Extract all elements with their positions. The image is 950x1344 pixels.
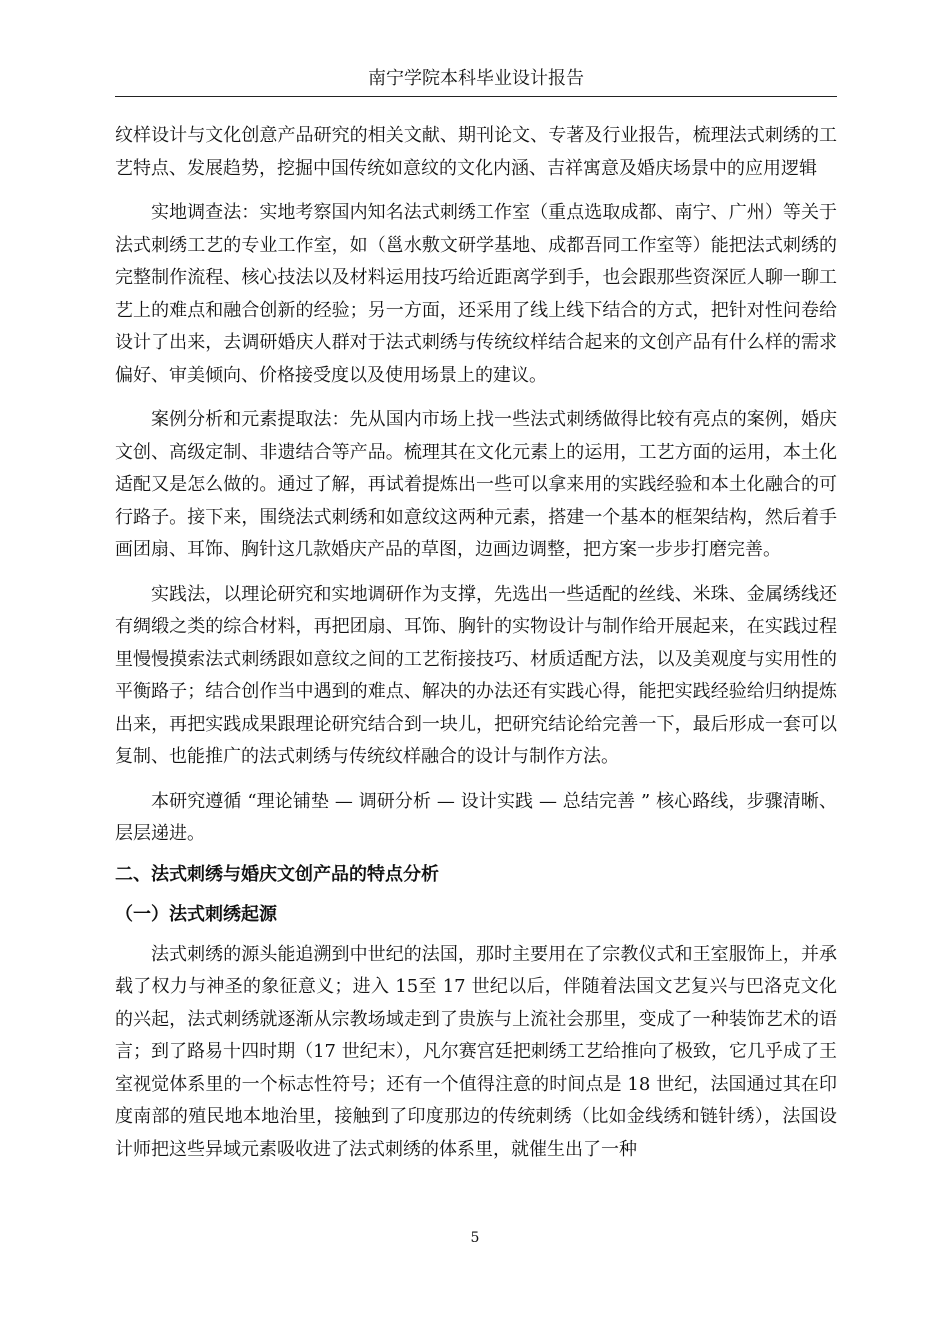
section-heading: 二、法式刺绣与婚庆文创产品的特点分析 — [115, 863, 439, 885]
page-number: 5 — [470, 1230, 480, 1246]
paragraph-origin: 法式刺绣的源头能追溯到中世纪的法国，那时主要用在了宗教仪式和王室服饰上，并承载了权力与神圣的象征意义；进入 15至 17 世纪以后，伴随着法国文艺复兴与巴洛克文化的兴起，法式刺绣就逐渐从宗教场域走到了贵族与上流社会那里，变成了一种装饰艺术的语言；到了路易十四时期（17 世纪末），凡尔赛宫廷把刺绣工艺给推向了极致，它几乎成了王室视觉体系里的一个标志性符号；还有一个值得注意的时间点是 18 世纪，法国通过其在印度南部的殖民地本地治里，接触到了印度那边的传统刺绣（比如金线绣和链针绣），法国设计师把这些异域元素吸收进了法式刺绣的体系里，就催生出了一种 — [115, 943, 837, 1160]
paragraph-field-survey: 实地调查法：实地考察国内知名法式刺绣工作室（重点选取成都、南宁、广州）等关于法式刺绣工艺的专业工作室，如（邕水敷文研学基地、成都吾同工作室等）能把法式刺绣的完整制作流程、核心技法以及材料运用技巧给近距离学到手，也会跟那些资深匠人聊一聊工艺上的难点和融合创新的经验；另一方面，还采用了线上线下结合的方式，把针对性问卷给设计了出来，去调研婚庆人群对于法式刺绣与传统纹样结合起来的文创产品有什么样的需求偏好、审美倾向、价格接受度以及使用场景上的建议。 — [115, 202, 837, 386]
paragraph-practice-method: 实践法，以理论研究和实地调研作为支撑，先选出一些适配的丝线、米珠、金属绣线还有绸缎之类的综合材料，再把团扇、耳饰、胸针的实物设计与制作给开展起来，在实践过程里慢慢摸索法式刺绣跟如意纹之间的工艺衔接技巧、材质适配方法，以及美观度与实用性的平衡路子；结合创作当中遇到的难点、解决的办法还有实践心得，能把实践经验给归纳提炼出来，再把实践成果跟理论研究结合到一块儿，把研究结论给完善一下，最后形成一套可以复制、也能推广的法式刺绣与传统纹样融合的设计与制作方法。 — [115, 583, 837, 767]
paragraph-literature-review: 纹样设计与文化创意产品研究的相关文献、期刊论文、专著及行业报告，梳理法式刺绣的工艺特点、发展趋势，挖掘中国传统如意纹的文化内涵、吉祥寓意及婚庆场景中的应用逻辑 — [115, 125, 837, 179]
document-body — [115, 120, 837, 1166]
paragraph-research-route: 本研究遵循 “理论铺垫 — 调研分析 — 设计实践 — 总结完善 ” 核心路线，步骤清晰、层层递进。 — [115, 790, 837, 844]
page-header: 南宁学院本科毕业设计报告 — [115, 62, 837, 97]
subsection-heading: （一）法式刺绣起源 — [115, 903, 277, 925]
paragraph-case-analysis: 案例分析和元素提取法：先从国内市场上找一些法式刺绣做得比较有亮点的案例，婚庆文创、高级定制、非遗结合等产品。梳理其在文化元素上的运用，工艺方面的运用，本土化适配又是怎么做的。通过了解，再试着提炼出一些可以拿来用的实践经验和本土化融合的可行路子。接下来，围绕法式刺绣和如意纹这两种元素，搭建一个基本的框架结构，然后着手画团扇、耳饰、胸针这几款婚庆产品的草图，边画边调整，把方案一步步打磨完善。 — [115, 409, 837, 560]
